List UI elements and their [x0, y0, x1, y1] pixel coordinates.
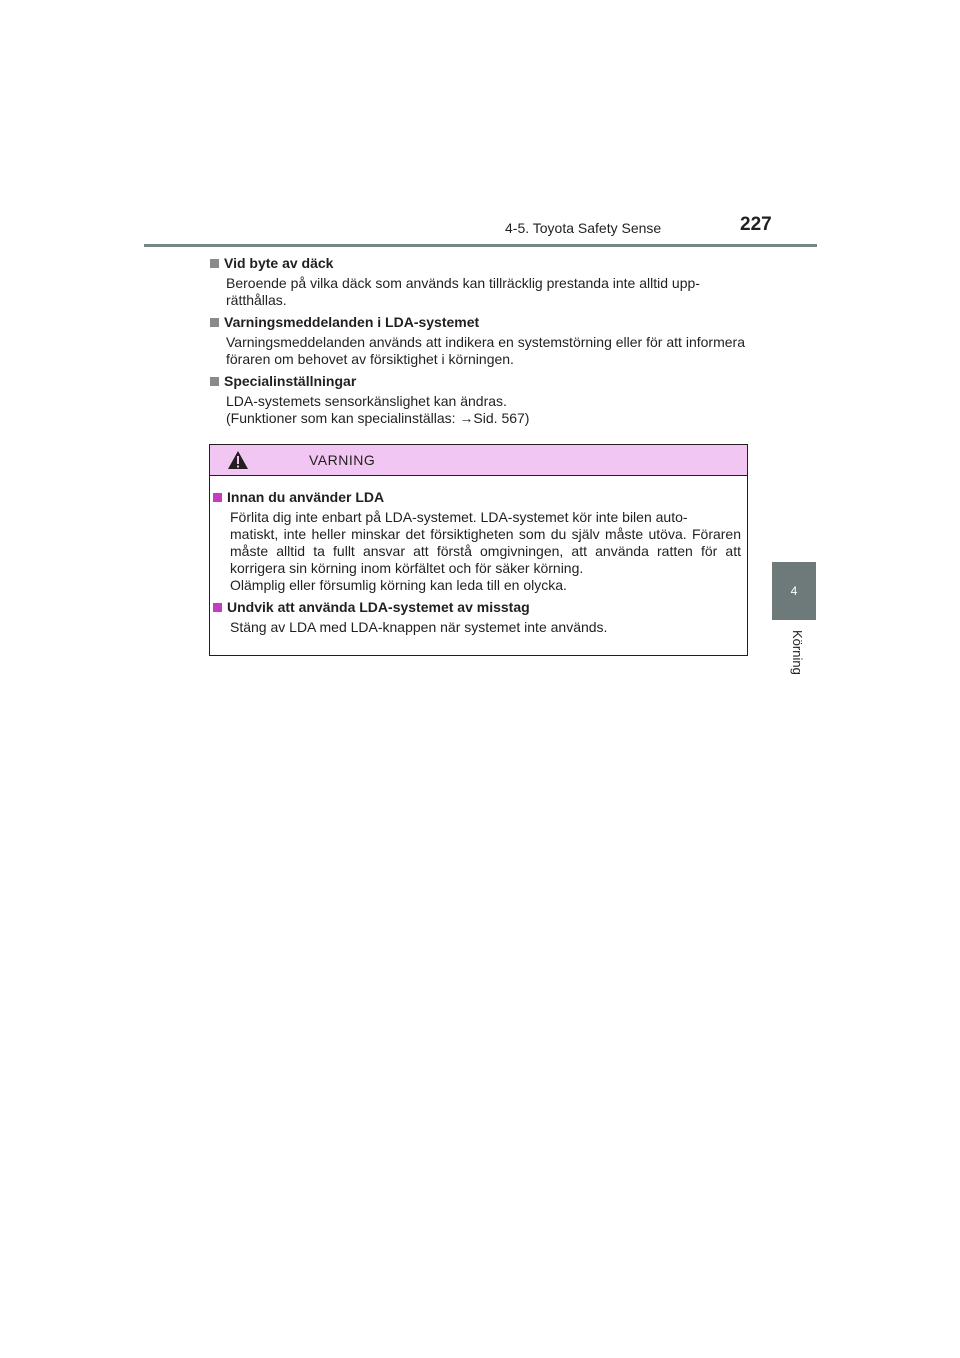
item-title: Varningsmeddelanden i LDA-systemet: [224, 314, 480, 330]
square-bullet-icon: [213, 493, 222, 502]
item-body: LDA-systemets sensorkänslighet kan ändras. (Funktioner som kan specialinställas: →Sid. 567): [226, 393, 530, 426]
warning-box: [209, 444, 748, 656]
warning-item: [213, 598, 741, 636]
square-bullet-icon: [210, 259, 219, 268]
page-number: 227: [740, 214, 772, 235]
item-body: Beroende på vilka däck som används kan tillräcklig prestanda inte alltid upp- rätthållas.: [226, 275, 700, 308]
list-item: [210, 254, 745, 309]
section-title: 4-5. Toyota Safety Sense: [505, 220, 662, 236]
square-bullet-icon: [213, 603, 222, 612]
warning-body: [210, 476, 747, 636]
warning-header: [210, 445, 747, 476]
main-content: [210, 254, 745, 431]
chapter-label: Körning: [790, 630, 805, 675]
item-title: Vid byte av däck: [224, 255, 334, 271]
square-bullet-icon: [210, 318, 219, 327]
list-item: [210, 372, 745, 427]
item-title: Specialinställningar: [224, 373, 357, 389]
warning-item: [213, 488, 741, 594]
chapter-tab: [772, 562, 816, 620]
warning-triangle-icon: [227, 450, 249, 470]
chapter-number: 4: [790, 584, 798, 598]
warning-item-body: Stäng av LDA med LDA-knappen när systemet inte används.: [230, 619, 608, 635]
list-item: [210, 313, 745, 368]
warning-item-title: Undvik att använda LDA-systemet av misstag: [227, 599, 530, 615]
warning-title: VARNING: [309, 452, 376, 468]
item-body: Varningsmeddelanden används att indikera en systemstörning eller för att informera föraren om behovet av försiktighet i körningen.: [226, 334, 745, 367]
header-divider: [144, 244, 817, 247]
warning-item-title: Innan du använder LDA: [227, 489, 385, 505]
warning-item-body: Förlita dig inte enbart på LDA-systemet. LDA-systemet kör inte bilen auto- matiskt, inte heller minskar det försiktigheten som du själv måste utöva. Föraren måste alltid ta fullt ansvar att förstå omgivningen, att använda ratten för att korrigera sin körning inom körfältet och för säker körning. Olämplig eller försumlig körning kan leda till en olycka.: [230, 509, 741, 593]
square-bullet-icon: [210, 377, 219, 386]
